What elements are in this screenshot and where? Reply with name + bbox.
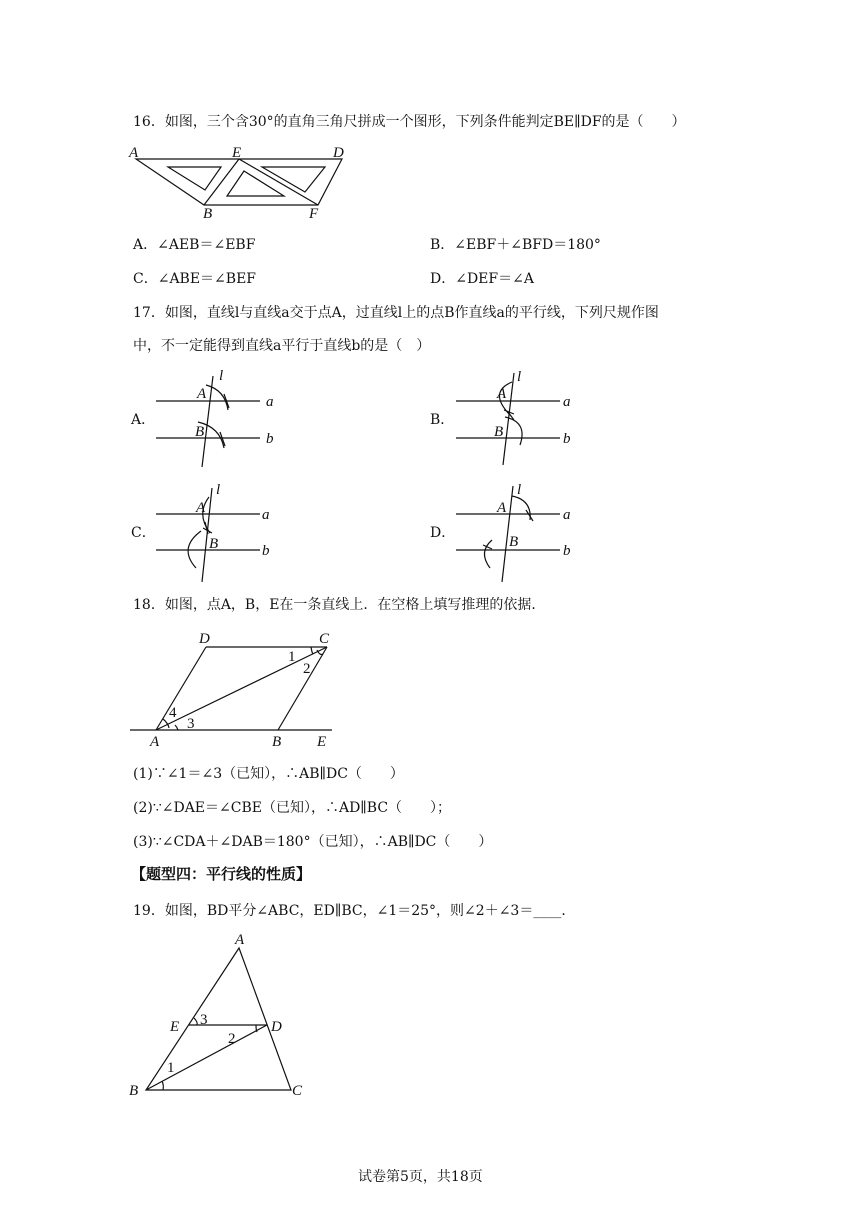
q17a-label-b: b [266,431,274,447]
q16-label-B: B [203,206,213,222]
q18-label-D: D [199,631,210,647]
q17-option-c: C． [131,525,156,541]
q17b-label-A: A [497,386,507,402]
q17d-label-b: b [563,543,571,559]
q17b-label-a: a [563,394,571,410]
q19-label-D: D [271,1019,282,1035]
q17d-label-l: l [517,482,522,498]
q17a-label-l: l [219,368,224,384]
q17b-label-B: B [494,424,504,440]
q17a-label-a: a [266,394,274,410]
q17d-label-A: A [497,500,507,516]
q17-option-b: B． [430,412,455,428]
q18-label-C: C [319,631,330,647]
q16-option-a: A．∠AEB＝∠EBF [133,237,256,253]
q17c-label-b: b [262,543,270,559]
q19-label-C: C [292,1083,303,1099]
q19-label-B: B [129,1083,139,1099]
q18-label-B: B [272,734,282,750]
q16-option-d: D．∠DEF＝∠A [430,271,534,287]
q17d-label-a: a [563,507,571,523]
q18-label-3: 3 [187,716,195,732]
q17b-label-l: l [517,369,522,385]
q17-option-a: A． [131,412,156,428]
q16-option-b: B．∠EBF＋∠BFD＝180° [430,237,601,253]
q19-label-E: E [170,1019,180,1035]
q16-label-A: A [129,145,139,161]
q16-label-E: E [232,145,242,161]
q19-label-A: A [235,932,245,948]
q17-option-d: D． [430,525,456,541]
q16-label-D: D [333,145,344,161]
q17-stem-line1: 17．如图，直线l与直线a交于点A，过直线l上的点B作直线a的平行线，下列尺规作图 [133,305,659,321]
q18-label-4: 4 [169,705,177,721]
q18-label-A: A [150,734,160,750]
q16-option-c: C．∠ABE＝∠BEF [133,271,257,287]
q19-label-1: 1 [167,1060,175,1076]
q18-step-2: (2)∵∠DAE＝∠CBE（已知），∴AD∥BC（ ）； [133,800,452,816]
q19-stem: 19．如图，BD平分∠ABC，ED∥BC，∠1＝25°，则∠2＋∠3＝____． [133,903,576,919]
q17c-label-l: l [216,482,221,498]
q16-stem: 16．如图，三个含30°的直角三角尺拼成一个图形，下列条件能判定BE∥DF的是（ ） [133,114,686,130]
q17a-label-A: A [197,386,207,402]
q17a-label-B: B [195,424,205,440]
q17b-label-b: b [563,431,571,447]
q17c-label-B: B [209,536,219,552]
q16-label-F: F [309,206,319,222]
q19-label-3: 3 [200,1012,208,1028]
q17c-label-a: a [262,507,270,523]
page-footer: 试卷第5页，共18页 [358,1169,483,1185]
q19-label-2: 2 [228,1031,236,1047]
q17d-label-B: B [509,534,519,550]
q18-step-3: (3)∵∠CDA＋∠DAB＝180°（已知），∴AB∥DC（ ） [133,834,493,850]
q18-label-E: E [317,734,327,750]
q17-stem-line2: 中，不一定能得到直线a平行于直线b的是（ ） [133,338,431,354]
section-title: 【题型四：平行线的性质】 [131,865,312,883]
q18-step-1: (1)∵∠1＝∠3（已知），∴AB∥DC（ ） [133,766,404,782]
q17c-label-A: A [196,500,206,516]
q18-label-1: 1 [288,649,296,665]
q18-stem: 18．如图，点A，B，E在一条直线上．在空格上填写推理的依据． [133,597,546,613]
q18-label-2: 2 [303,661,311,677]
